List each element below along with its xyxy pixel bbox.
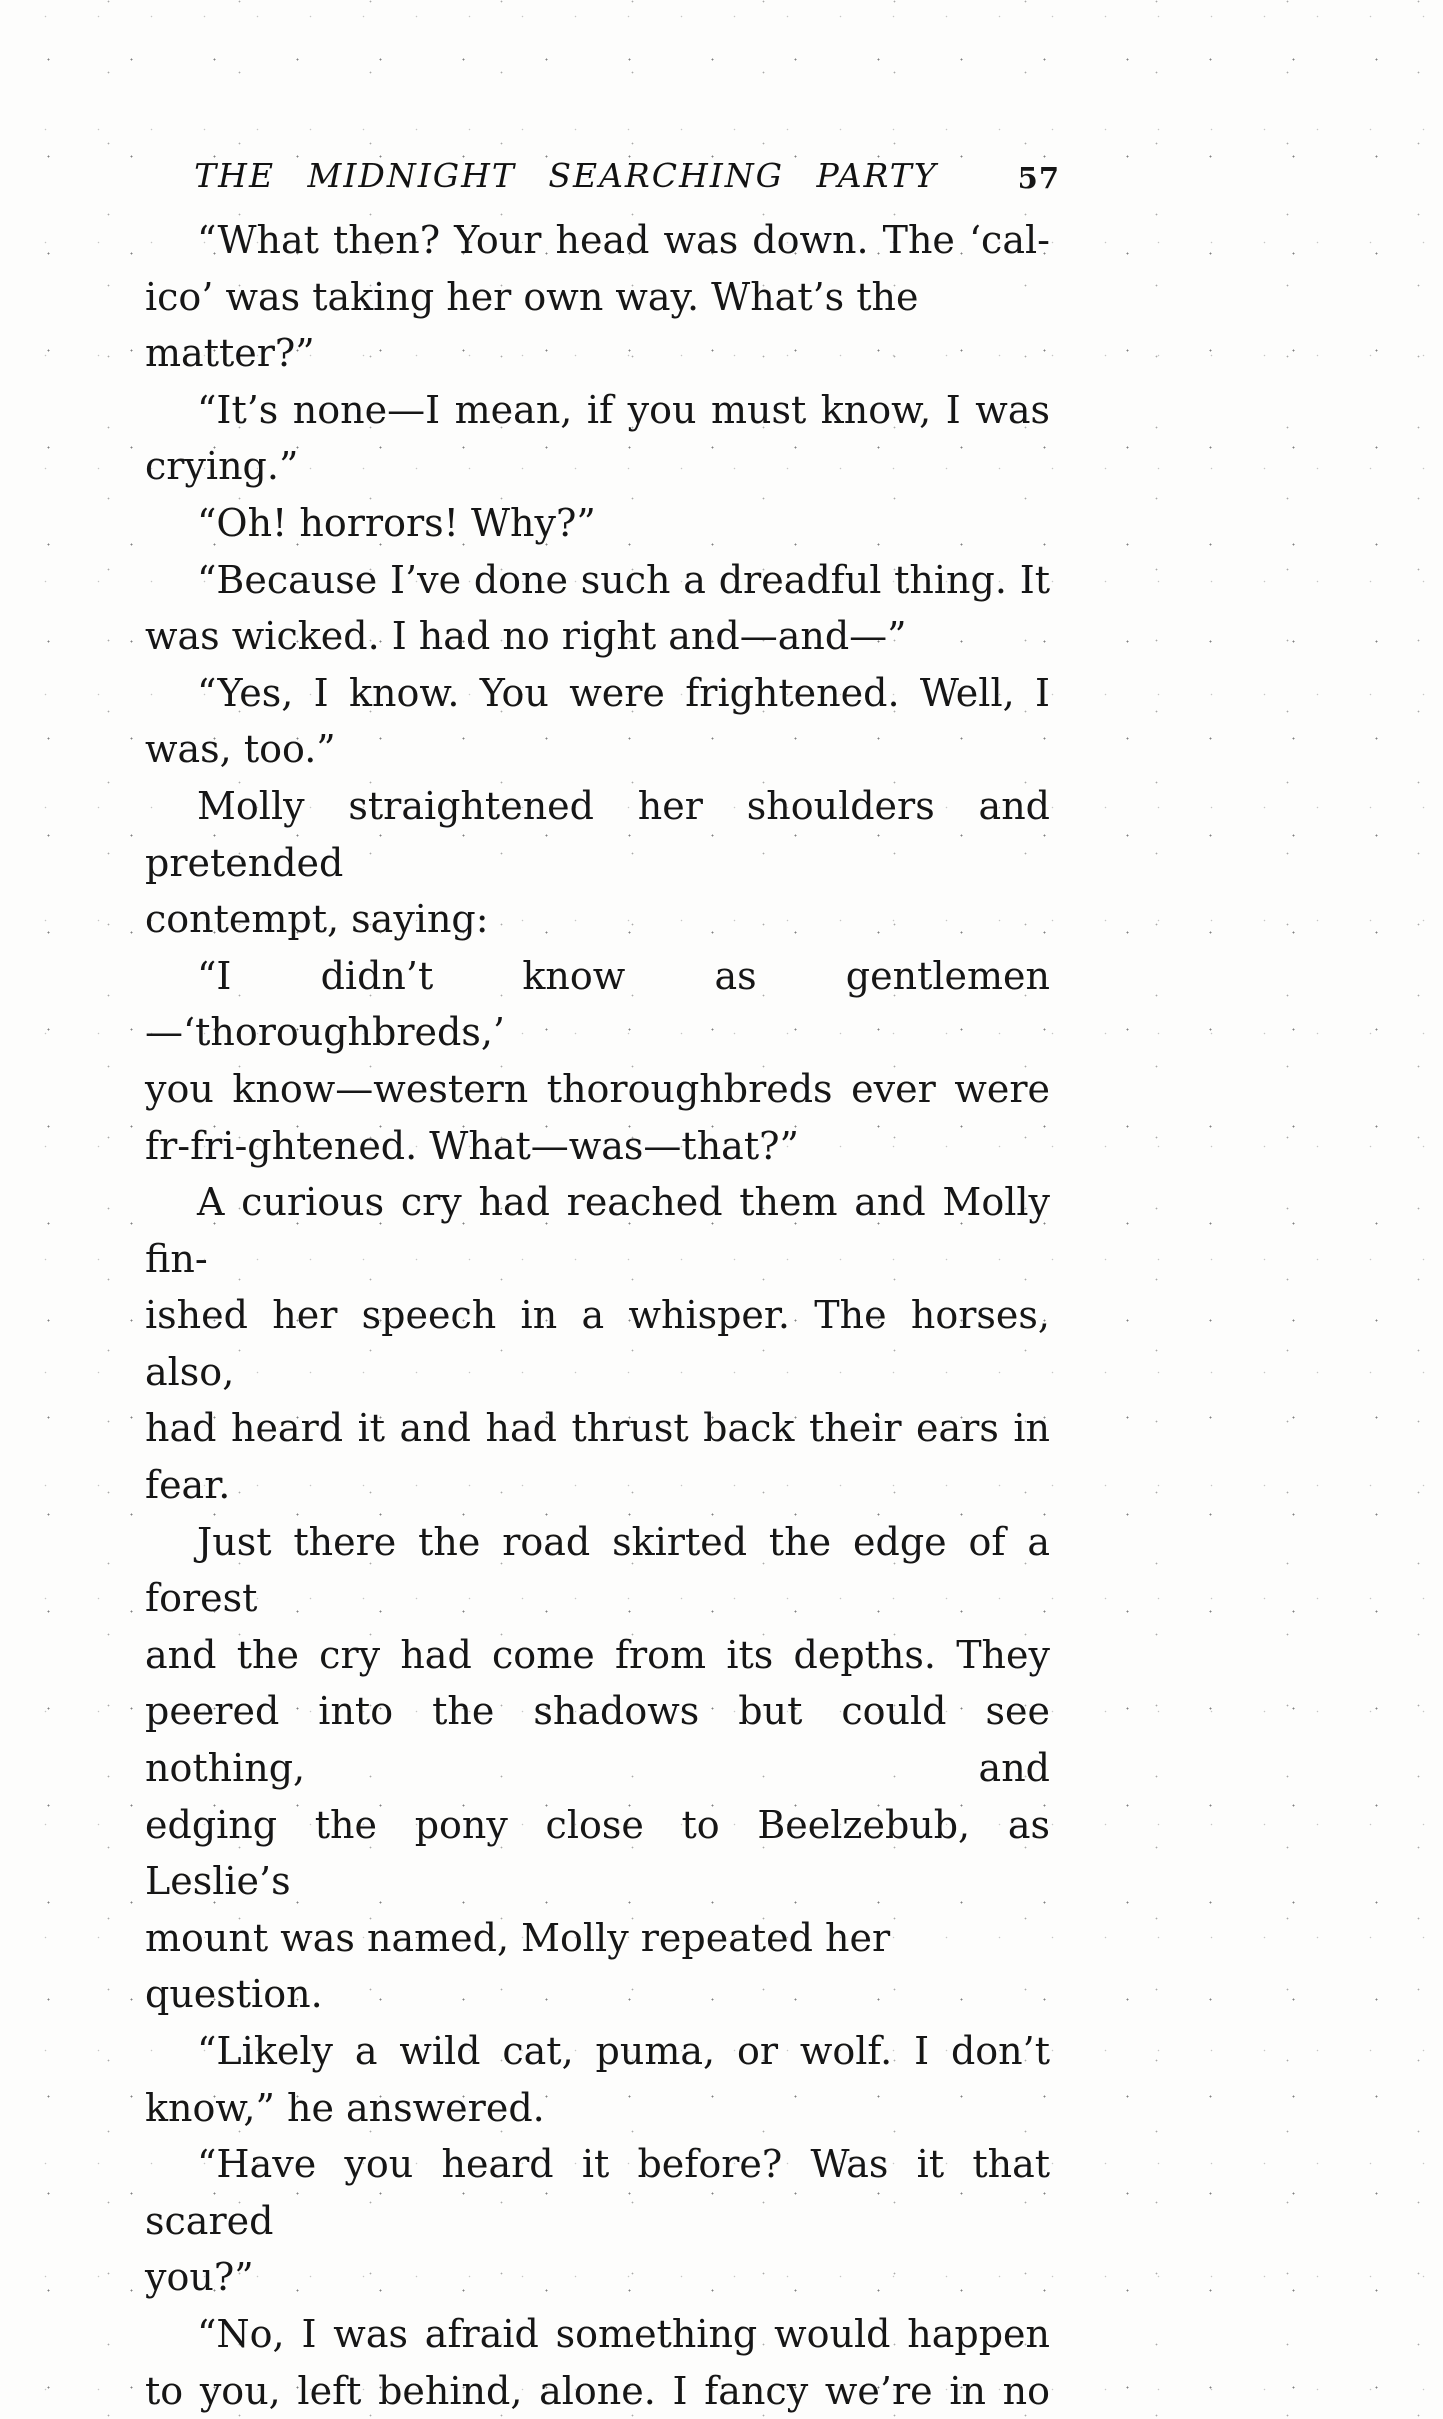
text-line: “Oh! horrors! Why?” <box>197 500 596 545</box>
text-line: mount was named, Molly repeated her question. <box>145 1915 891 2017</box>
text-line: edging the pony close to Beelzebub, as Leslie’s <box>145 1802 1050 1904</box>
text-line: you?” <box>145 2255 254 2300</box>
text-line: “Yes, I know. You were frightened. Well, I <box>197 670 1050 715</box>
text-line: ico’ was taking her own way. What’s the matter?” <box>145 274 919 376</box>
running-header <box>145 156 1060 202</box>
text-line: know,” he answered. <box>145 2085 545 2130</box>
text-line: “Likely a wild cat, puma, or wolf. I don’t <box>197 2029 1050 2073</box>
text-line: “Because I’ve done such a dreadful thing. It <box>197 557 1050 602</box>
text-line: Just there the road skirted the edge of a forest <box>145 1519 1050 1621</box>
text-line: peered into the shadows but could see nothing, and <box>145 1689 1050 1791</box>
page-text <box>145 212 1050 2419</box>
text-line: contempt, saying: <box>145 897 489 942</box>
text-line: fear. <box>145 1463 231 1508</box>
text-line: fr-fri-ghtened. What—was—that?” <box>145 1123 799 1168</box>
text-line: A curious cry had reached them and Molly fin- <box>145 1180 1050 1281</box>
text-line: Molly straightened her shoulders and pretended <box>145 783 1050 885</box>
text-line: “It’s none—I mean, if you must know, I was <box>197 387 1050 432</box>
text-line: “Have you heard it before? Was it that scared <box>145 2142 1050 2243</box>
text-line: crying.” <box>145 444 299 489</box>
text-line: ished her speech in a whisper. The horses, also, <box>145 1293 1050 1394</box>
text-line: was wicked. I had no right and—and—” <box>145 614 907 659</box>
text-line: “No, I was afraid something would happen <box>197 2311 1050 2356</box>
page-number: 57 <box>1017 161 1060 195</box>
text-line: you know—western thoroughbreds ever were <box>145 1066 1050 1111</box>
text-line: had heard it and had thrust back their ears in <box>145 1406 1050 1451</box>
chapter-running-title: THE MIDNIGHT SEARCHING PARTY <box>194 156 938 195</box>
text-line: “I didn’t know as gentlemen—‘thoroughbreds,’ <box>145 953 1050 1055</box>
text-line: and the cry had come from its depths. They <box>145 1632 1050 1677</box>
text-line: was, too.” <box>145 727 336 772</box>
text-line: “What then? Your head was down. The ‘cal- <box>197 218 1050 262</box>
text-line: to you, left behind, alone. I fancy we’re in no <box>145 2368 1050 2413</box>
